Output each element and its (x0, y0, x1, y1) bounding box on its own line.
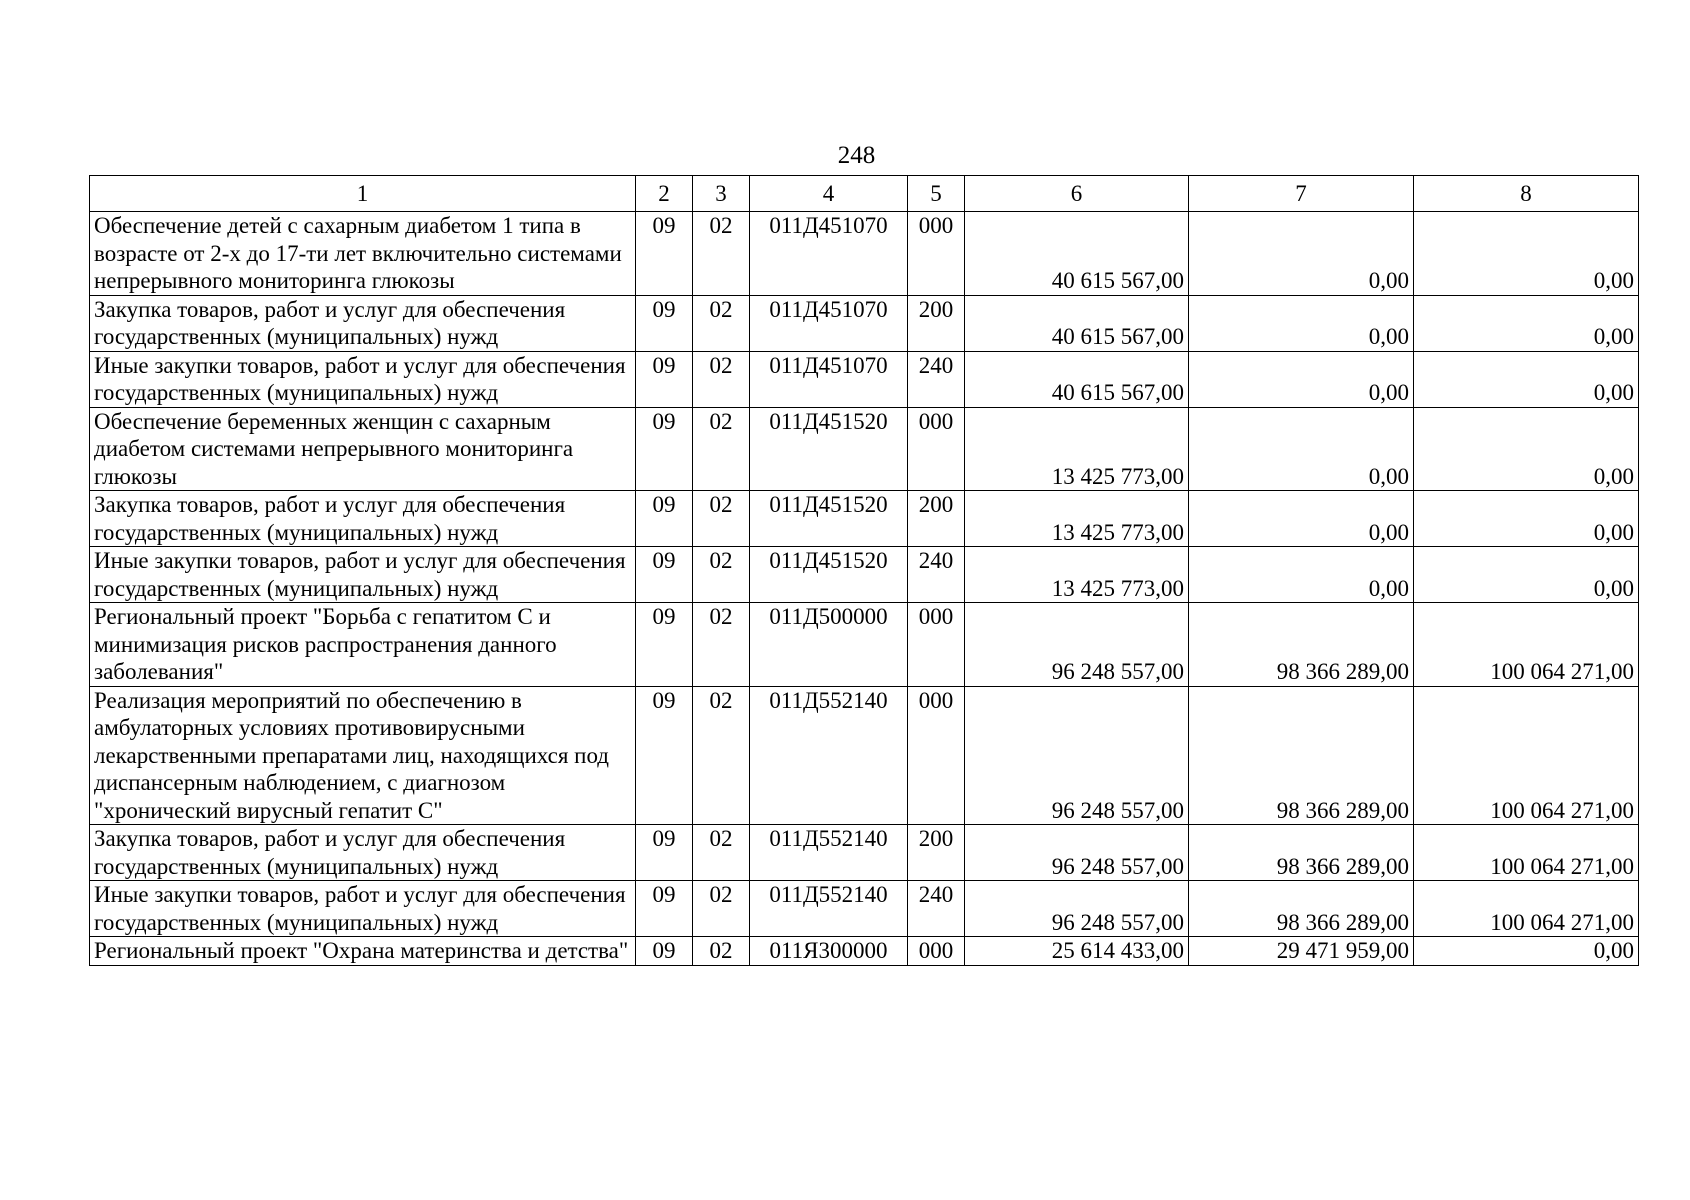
cell-subsection: 02 (693, 603, 750, 687)
cell-amount-col6: 96 248 557,00 (965, 603, 1189, 687)
table-row (90, 407, 1639, 491)
cell-name: Иные закупки товаров, работ и услуг для обеспечения государственных (муниципальных) нужд (90, 547, 636, 603)
cell-subsection: 02 (693, 547, 750, 603)
column-header: 1 (90, 176, 636, 212)
cell-amount-col6: 96 248 557,00 (965, 881, 1189, 937)
cell-target-code: 011Д451520 (750, 491, 908, 547)
cell-amount-col8: 100 064 271,00 (1414, 603, 1639, 687)
cell-section: 09 (636, 686, 693, 825)
table-row (90, 825, 1639, 881)
cell-amount-col7: 0,00 (1189, 295, 1414, 351)
cell-amount-col8: 0,00 (1414, 407, 1639, 491)
cell-amount-col6: 40 615 567,00 (965, 212, 1189, 296)
budget-table (89, 175, 1639, 966)
cell-amount-col8: 0,00 (1414, 295, 1639, 351)
cell-target-code: 011Д500000 (750, 603, 908, 687)
cell-target-code: 011Д451520 (750, 407, 908, 491)
cell-target-code: 011Д552140 (750, 825, 908, 881)
column-header: 6 (965, 176, 1189, 212)
column-header: 8 (1414, 176, 1639, 212)
cell-name: Закупка товаров, работ и услуг для обеспечения государственных (муниципальных) нужд (90, 825, 636, 881)
cell-name: Обеспечение беременных женщин с сахарным диабетом системами непрерывного мониторинга глюкозы (90, 407, 636, 491)
cell-subsection: 02 (693, 881, 750, 937)
cell-amount-col6: 13 425 773,00 (965, 491, 1189, 547)
cell-section: 09 (636, 407, 693, 491)
page-number: 248 (837, 142, 876, 169)
cell-amount-col8: 0,00 (1414, 937, 1639, 966)
table-row (90, 603, 1639, 687)
cell-amount-col6: 13 425 773,00 (965, 547, 1189, 603)
cell-amount-col7: 98 366 289,00 (1189, 881, 1414, 937)
cell-subsection: 02 (693, 825, 750, 881)
cell-amount-col7: 98 366 289,00 (1189, 603, 1414, 687)
cell-expense-type: 000 (908, 686, 965, 825)
cell-subsection: 02 (693, 686, 750, 825)
cell-section: 09 (636, 491, 693, 547)
cell-expense-type: 240 (908, 547, 965, 603)
cell-target-code: 011Д451520 (750, 547, 908, 603)
cell-amount-col6: 96 248 557,00 (965, 825, 1189, 881)
column-header: 2 (636, 176, 693, 212)
cell-amount-col7: 29 471 959,00 (1189, 937, 1414, 966)
cell-name: Региональный проект "Охрана материнства и детства" (90, 937, 636, 966)
cell-subsection: 02 (693, 351, 750, 407)
column-header: 4 (750, 176, 908, 212)
cell-section: 09 (636, 212, 693, 296)
cell-amount-col8: 0,00 (1414, 351, 1639, 407)
cell-amount-col6: 13 425 773,00 (965, 407, 1189, 491)
table-row (90, 937, 1639, 966)
cell-name: Закупка товаров, работ и услуг для обеспечения государственных (муниципальных) нужд (90, 295, 636, 351)
cell-target-code: 011Д451070 (750, 212, 908, 296)
table-row (90, 491, 1639, 547)
cell-name: Иные закупки товаров, работ и услуг для обеспечения государственных (муниципальных) нужд (90, 881, 636, 937)
cell-amount-col8: 0,00 (1414, 491, 1639, 547)
cell-section: 09 (636, 825, 693, 881)
cell-expense-type: 240 (908, 881, 965, 937)
cell-target-code: 011Д451070 (750, 295, 908, 351)
cell-section: 09 (636, 351, 693, 407)
table-body (90, 176, 1639, 966)
cell-amount-col7: 0,00 (1189, 351, 1414, 407)
table-row (90, 351, 1639, 407)
table-row (90, 881, 1639, 937)
cell-section: 09 (636, 881, 693, 937)
cell-amount-col8: 0,00 (1414, 547, 1639, 603)
cell-amount-col7: 98 366 289,00 (1189, 825, 1414, 881)
cell-expense-type: 000 (908, 212, 965, 296)
cell-subsection: 02 (693, 491, 750, 547)
cell-amount-col8: 100 064 271,00 (1414, 881, 1639, 937)
table-row (90, 686, 1639, 825)
cell-section: 09 (636, 295, 693, 351)
cell-amount-col7: 0,00 (1189, 212, 1414, 296)
cell-target-code: 011Я300000 (750, 937, 908, 966)
column-header: 5 (908, 176, 965, 212)
cell-amount-col7: 0,00 (1189, 491, 1414, 547)
cell-name: Реализация мероприятий по обеспечению в амбулаторных условиях противовирусными лекарственными препаратами лиц, находящихся под диспансерным наблюдением, с диагнозом "хронический вирусный гепатит С" (90, 686, 636, 825)
cell-section: 09 (636, 937, 693, 966)
header-row (90, 176, 1639, 212)
cell-amount-col7: 0,00 (1189, 407, 1414, 491)
cell-amount-col8: 100 064 271,00 (1414, 825, 1639, 881)
table-row (90, 295, 1639, 351)
cell-name: Обеспечение детей с сахарным диабетом 1 типа в возрасте от 2-х до 17-ти лет включительно системами непрерывного мониторинга глюкозы (90, 212, 636, 296)
cell-amount-col7: 0,00 (1189, 547, 1414, 603)
cell-expense-type: 000 (908, 937, 965, 966)
cell-amount-col6: 40 615 567,00 (965, 295, 1189, 351)
cell-amount-col7: 98 366 289,00 (1189, 686, 1414, 825)
cell-amount-col8: 0,00 (1414, 212, 1639, 296)
cell-target-code: 011Д552140 (750, 881, 908, 937)
cell-expense-type: 200 (908, 491, 965, 547)
cell-name: Иные закупки товаров, работ и услуг для обеспечения государственных (муниципальных) нужд (90, 351, 636, 407)
cell-target-code: 011Д552140 (750, 686, 908, 825)
cell-expense-type: 240 (908, 351, 965, 407)
cell-amount-col8: 100 064 271,00 (1414, 686, 1639, 825)
column-header: 3 (693, 176, 750, 212)
cell-section: 09 (636, 547, 693, 603)
table-row (90, 212, 1639, 296)
cell-subsection: 02 (693, 295, 750, 351)
cell-expense-type: 200 (908, 825, 965, 881)
cell-expense-type: 000 (908, 407, 965, 491)
table-row (90, 547, 1639, 603)
cell-section: 09 (636, 603, 693, 687)
cell-name: Региональный проект "Борьба с гепатитом С и минимизация рисков распространения данного заболевания" (90, 603, 636, 687)
cell-target-code: 011Д451070 (750, 351, 908, 407)
cell-expense-type: 200 (908, 295, 965, 351)
column-header: 7 (1189, 176, 1414, 212)
cell-name: Закупка товаров, работ и услуг для обеспечения государственных (муниципальных) нужд (90, 491, 636, 547)
cell-subsection: 02 (693, 937, 750, 966)
cell-amount-col6: 96 248 557,00 (965, 686, 1189, 825)
cell-subsection: 02 (693, 212, 750, 296)
cell-subsection: 02 (693, 407, 750, 491)
cell-amount-col6: 40 615 567,00 (965, 351, 1189, 407)
cell-expense-type: 000 (908, 603, 965, 687)
cell-amount-col6: 25 614 433,00 (965, 937, 1189, 966)
